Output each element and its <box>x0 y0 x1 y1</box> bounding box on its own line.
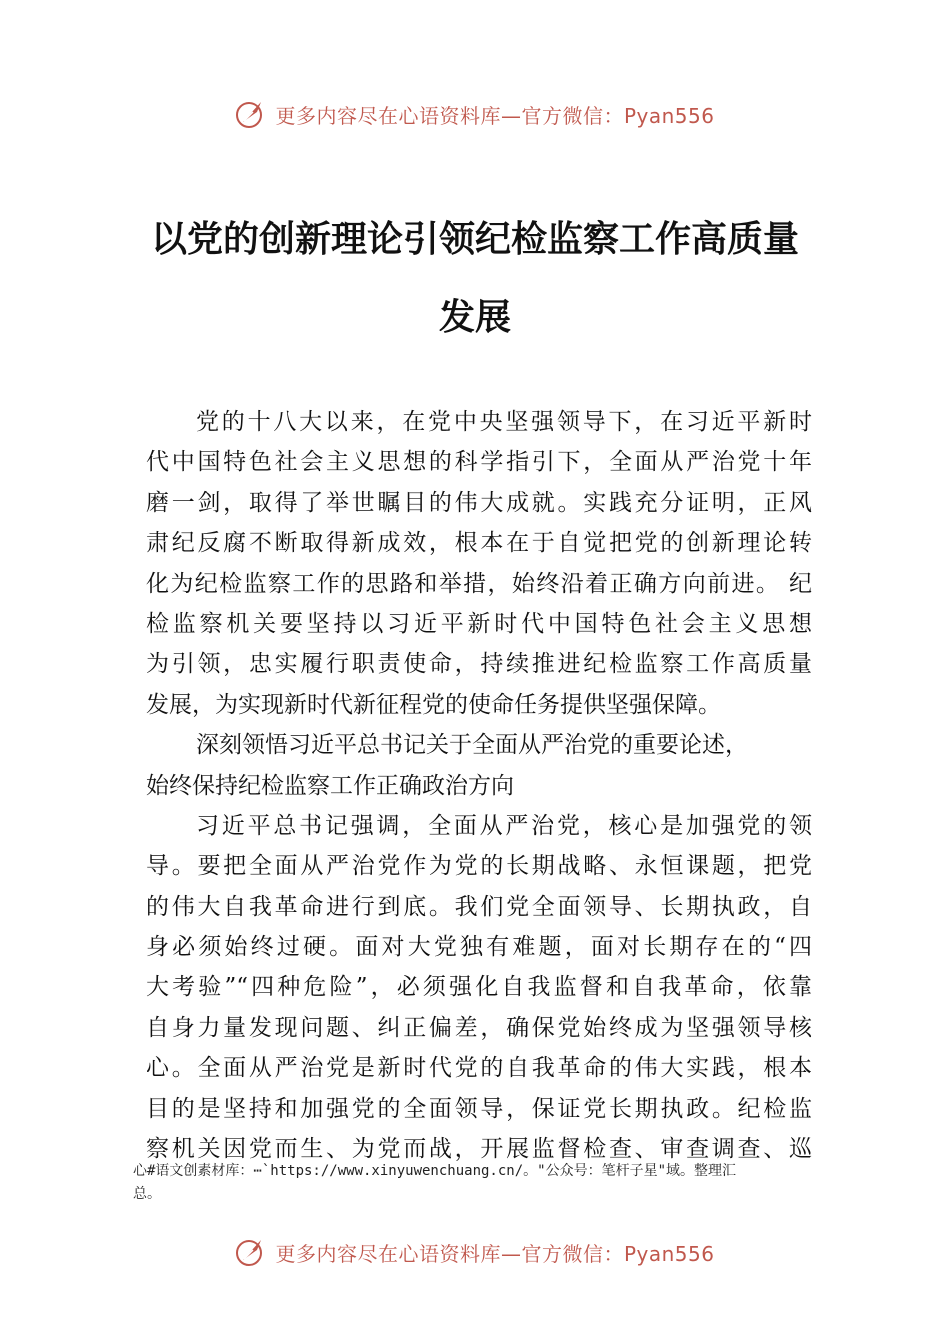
body-line: 肃纪反腐不断取得新成效，根本在于自觉把党的创新理论转 <box>146 530 812 557</box>
footnote-line-1: 心#语文创素材库：⋯`https://www.xinyuwenchuang.cn/。"公众号：笔杆子星"域。整理汇 <box>133 1163 737 1179</box>
body-line: 大考验”“四种危险”，必须强化自我监督和自我革命，依靠 <box>146 974 812 1001</box>
document-body <box>146 402 812 1169</box>
watermark-text: 更多内容尽在心语资料库—官方微信：Pyan556 <box>275 103 715 128</box>
body-line: 身必须始终过硬。面对大党独有难题，面对长期存在的“四 <box>146 934 812 961</box>
footer-watermark <box>0 1232 950 1272</box>
body-line: 代中国特色社会主义思想的科学指引下，全面从严治党十年 <box>146 449 812 476</box>
header-watermark <box>0 94 950 134</box>
body-line: 导。要把全面从严治党作为党的长期战略、永恒课题，把党 <box>146 853 812 880</box>
body-line: 目的是坚持和加强党的全面领导，保证党长期执政。纪检监 <box>146 1095 812 1122</box>
section-heading-line: 深刻领悟习近平总书记关于全面从严治党的重要论述， <box>196 732 748 759</box>
body-line: 发展，为实现新时代新征程党的使命任务提供坚强保障。 <box>146 691 721 718</box>
section-heading-line: 始终保持纪检监察工作正确政治方向 <box>146 772 514 799</box>
body-line: 习近平总书记强调，全面从严治党，核心是加强党的领 <box>196 812 812 839</box>
body-line: 自身力量发现问题、纠正偏差，确保党始终成为坚强领导核 <box>146 1014 812 1041</box>
body-line: 党的十八大以来，在党中央坚强领导下，在习近平新时 <box>196 409 812 435</box>
feather-pen-icon <box>235 1236 267 1268</box>
title-line-1: 以党的创新理论引领纪检监察工作高质量 <box>150 218 799 260</box>
body-line: 为引领，忠实履行职责使命，持续推进纪检监察工作高质量 <box>146 651 812 678</box>
footnote-line-2: 总。 <box>133 1186 161 1202</box>
body-line: 检监察机关要坚持以习近平新时代中国特色社会主义思想 <box>146 610 812 637</box>
title-line-2: 发展 <box>438 296 511 338</box>
body-line: 察机关因党而生、为党而战，开展监督检查、审查调查、巡 <box>146 1136 812 1163</box>
feather-pen-icon <box>235 98 267 130</box>
watermark-text: 更多内容尽在心语资料库—官方微信：Pyan556 <box>275 1241 715 1266</box>
body-line: 磨一剑，取得了举世瞩目的伟大成就。实践充分证明，正风 <box>146 489 812 516</box>
body-line: 的伟大自我革命进行到底。我们党全面领导、长期执政，自 <box>146 893 812 920</box>
body-line: 心。全面从严治党是新时代党的自我革命的伟大实践，根本 <box>146 1055 812 1082</box>
source-footnote <box>133 1160 838 1206</box>
body-line: 化为纪检监察工作的思路和举措，始终沿着正确方向前进。 纪 <box>146 570 812 597</box>
document-title <box>110 200 840 356</box>
